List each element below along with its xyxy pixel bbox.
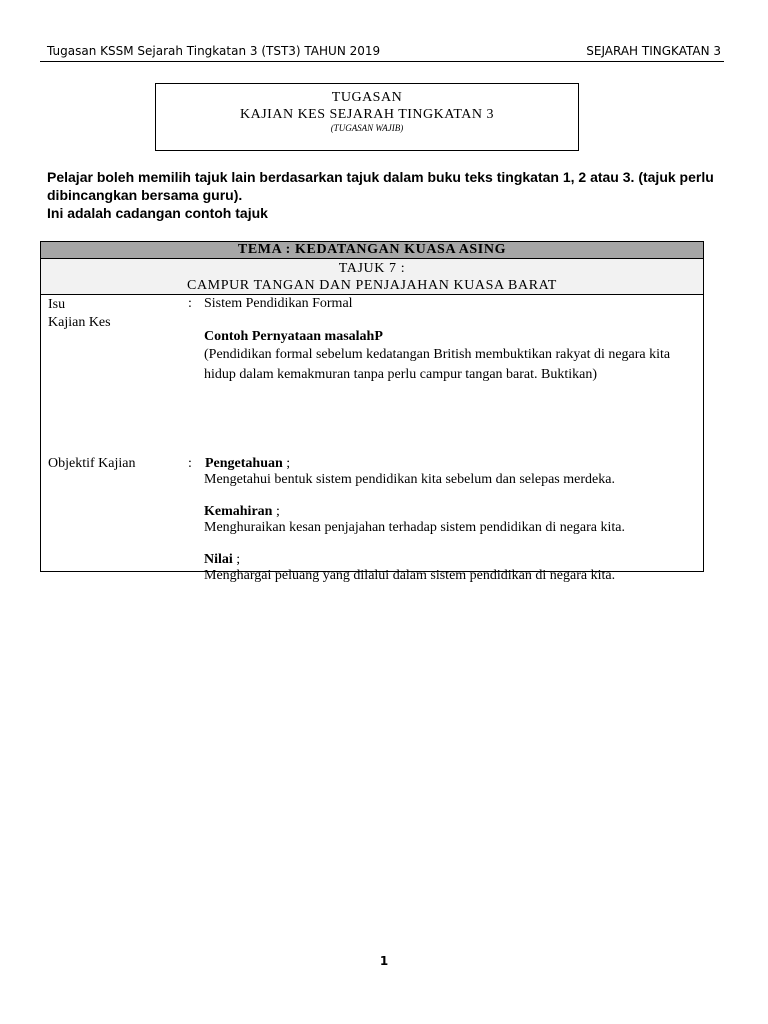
pengetahuan-heading: Pengetahuan bbox=[205, 456, 283, 471]
pernyataan-text: (Pendidikan formal sebelum kedatangan British membuktikan rakyat di negara kita hidup dalam kemakmuran tanpa perlu campur tangan barat. Buktikan) bbox=[204, 347, 671, 382]
pengetahuan-text: Mengetahui bentuk sistem pendidikan kita sebelum dan selepas merdeka. bbox=[204, 472, 615, 487]
kemahiran-text: Menghuraikan kesan penjajahan terhadap sistem pendidikan di negara kita. bbox=[204, 520, 626, 535]
pernyataan-block bbox=[204, 329, 698, 385]
pernyataan-heading: Contoh Pernyataan masalahP bbox=[204, 329, 383, 344]
kemahiran-heading: Kemahiran bbox=[204, 504, 273, 519]
header-left-text: Tugasan KSSM Sejarah Tingkatan 3 (TST3) TAHUN 2019 bbox=[47, 44, 381, 58]
table-body bbox=[41, 295, 704, 583]
isu-value: Sistem Pendidikan Formal bbox=[204, 296, 353, 311]
tajuk-line-1: TAJUK 7 : bbox=[338, 261, 406, 276]
nilai-text: Menghargai peluang yang dilalui dalam sistem pendidikan di negara kita. bbox=[204, 568, 616, 583]
kemahiran-suffix: ; bbox=[272, 504, 280, 519]
intro-text bbox=[47, 168, 717, 222]
isu-colon: : bbox=[188, 296, 192, 311]
objektif-colon: : bbox=[188, 456, 192, 471]
header-divider bbox=[40, 61, 724, 62]
objektif-block bbox=[204, 456, 698, 584]
case-study-table bbox=[40, 241, 704, 583]
isu-label-line-2: Kajian Kes bbox=[48, 315, 111, 330]
intro-line-1: Pelajar boleh memilih tajuk lain berdasarkan tajuk dalam buku teks tingkatan 1, 2 atau 3. (tajuk perlu dibincangkan bersama guru). bbox=[47, 169, 714, 203]
nilai-suffix: ; bbox=[232, 552, 241, 567]
objektif-label: Objektif Kajian bbox=[48, 456, 136, 471]
title-line-3: (TUGASAN WAJIB) bbox=[330, 123, 404, 133]
title-line-1: TUGASAN bbox=[331, 90, 403, 105]
pengetahuan-suffix: ; bbox=[282, 456, 291, 471]
tajuk-line-2: CAMPUR TANGAN DAN PENJAJAHAN KUASA BARAT bbox=[187, 278, 557, 293]
intro-line-2: Ini adalah cadangan contoh tajuk bbox=[47, 205, 268, 221]
page-number: 1 bbox=[379, 954, 389, 968]
tema-header: TEMA : KEDATANGAN KUASA ASING bbox=[41, 242, 704, 259]
isu-label bbox=[48, 296, 111, 332]
nilai-heading: Nilai bbox=[204, 552, 233, 567]
title-box bbox=[155, 83, 579, 151]
title-line-2: KAJIAN KES SEJARAH TINGKATAN 3 bbox=[240, 107, 494, 122]
header-right-text: SEJARAH TINGKATAN 3 bbox=[586, 44, 721, 58]
isu-label-line-1: Isu bbox=[48, 297, 66, 312]
tajuk-header bbox=[41, 259, 704, 295]
